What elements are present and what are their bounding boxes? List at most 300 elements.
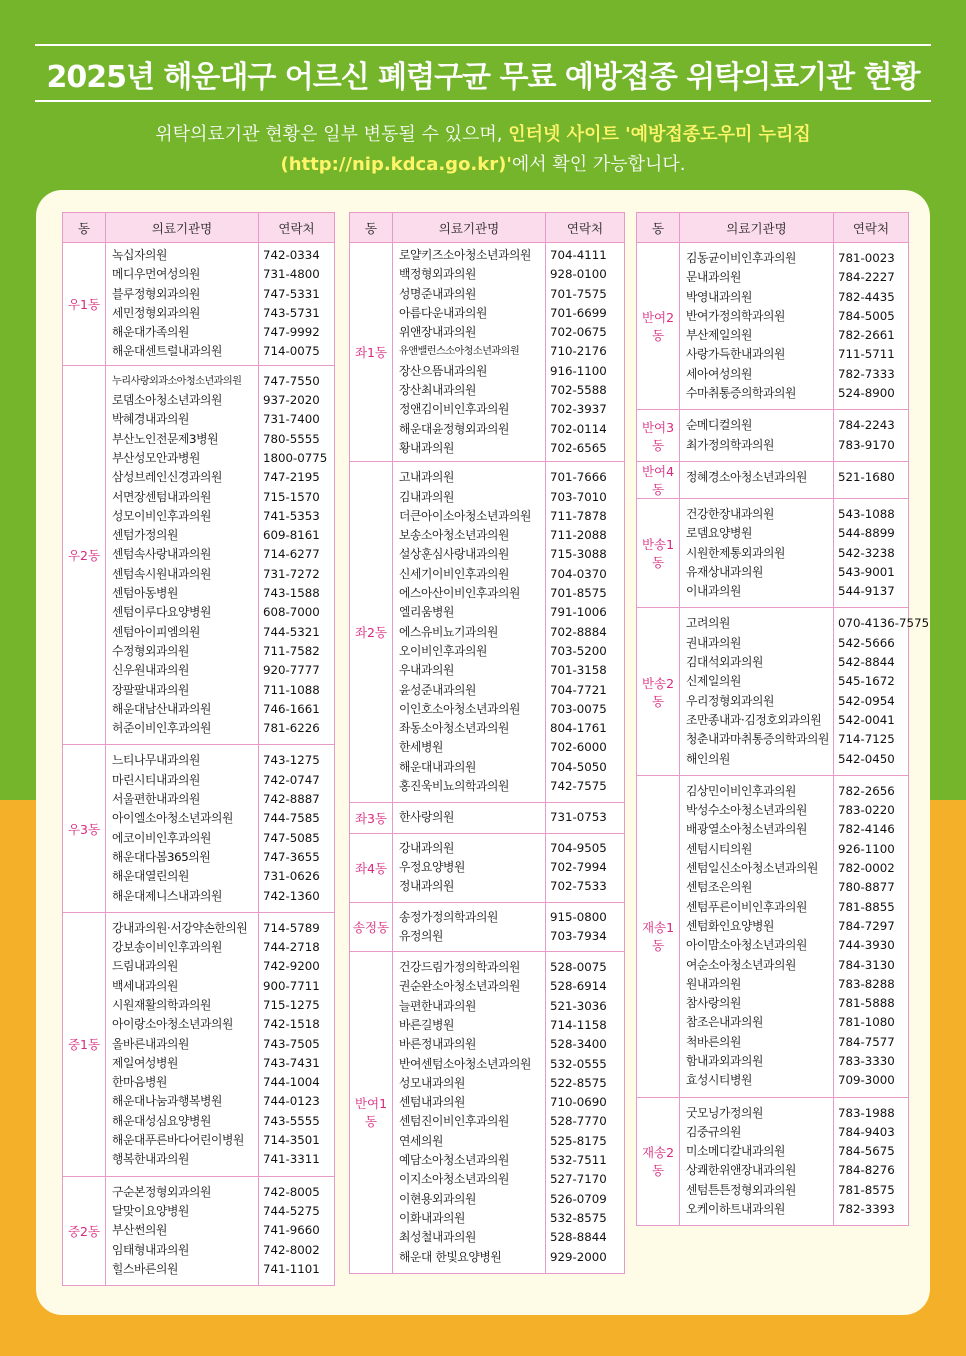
clinic-phone: 715-1275 [263,997,320,1012]
clinic-name: 센텀아동병원 [112,586,178,601]
clinic-phone: 711-7582 [263,643,320,658]
clinic-name: 센텀튼튼정형외과의원 [686,1182,796,1197]
clinic-name: 아이맘소아청소년과의원 [686,938,807,953]
clinic-phone: 741-9660 [263,1223,320,1238]
clinic-phone: 744-0123 [263,1094,320,1109]
notice-line-2 [0,150,966,176]
title-bottom-line [35,100,931,102]
dong-group-row [63,365,335,745]
clinic-name-cell [393,243,546,462]
clinic-phone: 070-4136-7575 [838,616,930,631]
clinic-phone: 710-2176 [550,344,607,359]
clinic-phone-cell [546,243,625,462]
clinic-name: 이지소아청소년과의원 [399,1172,509,1187]
dong-group-row [63,912,335,1176]
title-top-line [35,44,931,46]
clinic-name: 건강한장내과의원 [686,506,774,521]
clinic-phone: 781-8855 [838,899,895,914]
dong-group-row [637,243,909,410]
clinic-phone: 783-0220 [838,803,895,818]
clinic-phone: 804-1761 [550,721,607,736]
clinic-phone: 701-8575 [550,586,607,601]
clinic-name: 연세의원 [399,1133,443,1148]
clinic-name: 센텀진이비인후과의원 [399,1114,509,1129]
clinic-name: 한마음병원 [112,1075,167,1090]
dong-label: 좌3동 [350,803,393,833]
clinic-phone: 731-7400 [263,412,320,427]
clinic-name: 센텀속시원내과의원 [112,566,211,581]
header-name: 의료기관명 [393,213,546,243]
clinic-name: 아이엘소아청소년과의원 [112,811,233,826]
clinic-phone: 702-8884 [550,624,607,639]
clinic-name: 누리사랑외과소아청소년과의원 [112,375,242,387]
clinic-name-cell [106,243,259,366]
clinic-name: 구순본정형외과의원 [112,1184,211,1199]
clinic-phone: 744-7585 [263,811,320,826]
clinic-phone-cell [834,775,909,1097]
clinic-phone: 783-8288 [838,976,895,991]
clinic-phone: 528-6914 [550,979,607,994]
clinic-phone-cell [834,243,909,410]
clinic-name-cell [680,410,834,462]
clinic-name: 시원한제통외과의원 [686,545,785,560]
clinic-name: 해운대제니스내과의원 [112,888,222,903]
clinic-phone: 528-7770 [550,1114,607,1129]
clinic-phone-cell [546,952,625,1274]
clinic-phone: 784-2243 [838,418,895,433]
clinic-name: 해운대가족의원 [112,325,189,340]
clinic-phone: 714-0075 [263,344,320,359]
clinic-phone: 928-0100 [550,267,607,282]
clinic-phone-cell [834,410,909,462]
dong-group-row [637,775,909,1097]
clinic-phone: 742-0334 [263,248,320,262]
clinic-phone: 743-1275 [263,753,320,768]
clinic-name: 상쾌한위앤장내과의원 [686,1163,796,1178]
clinic-name: 느티나무내과의원 [112,753,200,768]
table-header-row [350,213,625,243]
clinic-name: 해운대푸른바다어린이병원 [112,1133,244,1148]
clinic-phone: 781-0023 [838,251,895,265]
clinic-phone: 780-8877 [838,880,895,895]
dong-label: 반여2동 [637,243,680,410]
clinic-name: 박영내과의원 [686,289,752,304]
clinic-phone: 743-1588 [263,586,320,601]
clinic-name: 센텀시티의원 [686,841,752,856]
clinic-name: 센텀푸른이비인후과의원 [686,899,807,914]
clinic-phone: 784-5675 [838,1144,895,1159]
clinic-name: 해인의원 [686,751,730,766]
clinic-phone: 744-5321 [263,624,320,639]
clinic-phone: 783-9170 [838,437,895,452]
clinic-phone: 532-8575 [550,1210,607,1225]
clinic-phone: 780-5555 [263,431,320,446]
clinic-phone: 744-2718 [263,940,320,955]
clinic-phone: 731-0626 [263,869,320,884]
clinic-phone: 714-3501 [263,1133,320,1148]
dong-label: 중2동 [63,1176,106,1285]
clinic-name: 에스아산이비인후과의원 [399,586,520,601]
dong-group-row [350,952,625,1274]
clinic-phone: 710-0690 [550,1095,607,1110]
clinic-name: 로뎀소아청소년과의원 [112,393,222,408]
clinic-name: 반여가정의학과의원 [686,308,785,323]
clinic-name: 위앤장내과의원 [399,325,476,340]
clinic-name: 우정요양병원 [399,859,465,874]
clinic-name: 수정형외과의원 [112,643,189,658]
clinic-phone: 524-8900 [838,386,895,401]
header-dong: 동 [637,213,680,243]
notice-text: 위탁의료기관 현황은 일부 변동될 수 있으며, [155,124,509,145]
clinic-name: 로얄키즈소아청소년과의원 [399,248,531,262]
clinic-table-2 [349,212,625,1274]
clinic-name: 바른길병원 [399,1017,454,1032]
clinic-phone: 784-8276 [838,1163,895,1178]
clinic-name: 함내과외과의원 [686,1053,763,1068]
clinic-name: 건강드림가정의학과의원 [399,960,520,975]
dong-label: 반여1동 [350,952,393,1274]
clinic-name: 반여센텀소아청소년과의원 [399,1056,531,1071]
clinic-phone: 702-7533 [550,879,607,894]
clinic-phone: 747-3655 [263,849,320,864]
clinic-name: 제일여성병원 [112,1055,178,1070]
clinic-name: 참사랑의원 [686,996,741,1011]
clinic-phone: 525-8175 [550,1133,607,1148]
clinic-phone: 714-5789 [263,920,320,935]
clinic-name: 박혜경내과의원 [112,412,189,427]
clinic-name: 정내과의원 [399,879,454,894]
clinic-name: 우리정형외과의원 [686,693,774,708]
clinic-name: 마린시티내과의원 [112,772,200,787]
clinic-name: 해운대내과의원 [399,759,476,774]
clinic-name: 최가정의학과의원 [686,437,774,452]
clinic-phone: 742-0747 [263,772,320,787]
clinic-name: 신세기이비인후과의원 [399,566,509,581]
clinic-phone: 543-9001 [838,564,895,579]
clinic-phone: 781-6226 [263,721,320,736]
dong-label: 우1동 [63,243,106,366]
clinic-phone: 704-9505 [550,840,607,855]
clinic-phone: 701-3158 [550,663,607,678]
clinic-phone: 521-3036 [550,998,607,1013]
clinic-phone: 916-1100 [550,363,607,378]
clinic-phone-cell [834,498,909,607]
clinic-name: 아이랑소아청소년과의원 [112,1017,233,1032]
clinic-phone: 608-7000 [263,605,320,620]
clinic-name: 해운대남산내과의원 [112,701,211,716]
clinic-phone: 747-9992 [263,325,320,340]
clinic-phone: 731-4800 [263,267,320,282]
clinic-phone: 746-1661 [263,701,320,716]
dong-label: 반여4동 [637,461,680,498]
clinic-phone: 742-8005 [263,1184,320,1199]
dong-group-row [637,1097,909,1226]
clinic-name: 참조은내과의원 [686,1015,763,1030]
clinic-phone: 711-7878 [550,508,607,523]
clinic-phone: 704-4111 [550,248,607,262]
dong-group-row [63,745,335,912]
dong-label: 좌4동 [350,833,393,902]
clinic-name-cell [680,608,834,775]
clinic-name: 해운대윤정형외과의원 [399,421,509,436]
clinic-phone: 920-7777 [263,663,320,678]
clinic-phone: 701-7666 [550,470,607,485]
header-name: 의료기관명 [106,213,259,243]
header-dong: 동 [350,213,393,243]
clinic-phone: 545-1672 [838,674,895,689]
clinic-phone: 784-7577 [838,1034,895,1049]
clinic-phone: 528-0075 [550,960,607,975]
dong-label: 재송1동 [637,775,680,1097]
clinic-name: 김동균이비인후과의원 [686,251,796,265]
clinic-phone: 704-0370 [550,566,607,581]
clinic-name-cell [680,243,834,410]
clinic-name: 센텀내과의원 [399,1095,465,1110]
clinic-name: 장산최내과의원 [399,383,476,398]
clinic-name: 센텀속사랑내과의원 [112,547,211,562]
header-phone: 연락처 [259,213,335,243]
clinic-name: 김대석외과의원 [686,655,763,670]
clinic-name-cell [680,775,834,1097]
clinic-name: 권내과의원 [686,635,741,650]
clinic-phone: 709-3000 [838,1073,895,1088]
header-name: 의료기관명 [680,213,834,243]
clinic-phone: 782-4435 [838,289,895,304]
clinic-phone: 711-5711 [838,347,895,362]
clinic-phone: 543-1088 [838,506,895,521]
clinic-phone: 714-1158 [550,1017,607,1032]
clinic-name: 아름다운내과의원 [399,305,487,320]
clinic-phone: 715-1570 [263,489,320,504]
clinic-phone: 702-0675 [550,325,607,340]
clinic-name: 부산노인전문제3병원 [112,431,219,446]
notice-highlight-url: (http://nip.kdca.go.kr)' [280,154,512,175]
clinic-phone: 731-7272 [263,566,320,581]
clinic-phone: 701-6699 [550,305,607,320]
dong-group-row [350,833,625,902]
clinic-name: 이내과의원 [686,584,741,599]
dong-label: 중1동 [63,912,106,1176]
clinic-name: 이인호소아청소년과의원 [399,701,520,716]
clinic-phone: 742-7575 [550,779,607,794]
dong-group-row [350,462,625,803]
clinic-name: 강내과의원·서강약손한의원 [112,920,248,935]
clinic-name-cell [106,1176,259,1285]
clinic-phone: 743-7505 [263,1036,320,1051]
clinic-phone: 744-1004 [263,1075,320,1090]
clinic-phone: 714-7125 [838,732,895,747]
clinic-phone: 704-7721 [550,682,607,697]
clinic-name: 해운대성심요양병원 [112,1113,211,1128]
clinic-name: 서울편한내과의원 [112,792,200,807]
clinic-name-cell [393,803,546,833]
clinic-name: 늘편한내과의원 [399,998,476,1013]
clinic-phone: 743-7431 [263,1055,320,1070]
clinic-phone-cell [834,461,909,498]
clinic-phone: 542-0954 [838,693,895,708]
clinic-name: 이화내과의원 [399,1210,465,1225]
clinic-phone: 703-7934 [550,928,607,943]
clinic-phone-cell [546,803,625,833]
clinic-name: 힐스바른의원 [112,1261,178,1276]
clinic-name: 센텀가정의원 [112,528,178,543]
dong-label: 반여3동 [637,410,680,462]
clinic-phone-cell [834,608,930,775]
clinic-phone: 782-3393 [838,1202,895,1217]
clinic-phone: 609-8161 [263,528,320,543]
clinic-phone: 542-8844 [838,655,895,670]
clinic-name-cell [393,902,546,952]
clinic-phone: 783-3330 [838,1053,895,1068]
clinic-name: 에스유비뇨기과의원 [399,624,498,639]
dong-group-row [350,902,625,952]
clinic-name: 효성시티병원 [686,1073,752,1088]
clinic-name: 박성수소아청소년과의원 [686,803,807,818]
clinic-name-cell [393,952,546,1274]
page-title: 2025년 해운대구 어르신 폐렴구균 무료 예방접종 위탁의료기관 현황 [46,60,920,95]
clinic-phone: 528-8844 [550,1230,607,1245]
clinic-name: 해운대다봄365의원 [112,849,211,864]
clinic-name: 보송소아청소년과의원 [399,528,509,543]
clinic-phone: 702-7994 [550,859,607,874]
clinic-name: 부산썬의원 [112,1223,167,1238]
clinic-name: 센텀이루다요양병원 [112,605,211,620]
clinic-phone: 741-5353 [263,508,320,523]
clinic-name: 녹십자의원 [112,248,167,262]
clinic-name: 문내과의원 [686,270,741,285]
clinic-phone: 782-2661 [838,328,895,343]
clinic-phone: 784-7297 [838,918,895,933]
clinic-name: 바른정내과의원 [399,1037,476,1052]
dong-label: 반송2동 [637,608,680,775]
clinic-name-cell [680,461,834,498]
clinic-name: 굿모닝가정의원 [686,1105,763,1120]
dong-label: 우3동 [63,745,106,912]
clinic-phone: 526-0709 [550,1191,607,1206]
clinic-name: 메디우먼여성의원 [112,267,200,282]
clinic-name: 임태형내과의원 [112,1242,189,1257]
clinic-phone: 784-2227 [838,270,895,285]
clinic-name: 장팔팔내과의원 [112,682,189,697]
clinic-name: 성명준내과의원 [399,286,476,301]
clinic-phone: 542-3238 [838,545,895,560]
clinic-name: 조만종내과·김정호외과의원 [686,712,822,727]
clinic-phone: 742-1518 [263,1017,320,1032]
dong-label: 송정동 [350,902,393,952]
clinic-name: 한사랑의원 [399,810,454,825]
clinic-phone: 781-8575 [838,1182,895,1197]
clinic-name: 엘리움병원 [399,605,454,620]
clinic-name: 허준이비인후과의원 [112,721,211,736]
clinic-name: 드림내과의원 [112,959,178,974]
header-phone: 연락처 [546,213,625,243]
clinic-phone: 747-5331 [263,286,320,301]
clinic-phone: 521-1680 [838,469,895,484]
clinic-name: 미소메디칼내과의원 [686,1144,785,1159]
notice-line-1 [0,120,966,146]
clinic-name-cell [680,498,834,607]
clinic-phone-cell [259,745,335,912]
clinic-name: 센텀아이피엠의원 [112,624,200,639]
clinic-phone: 929-2000 [550,1249,607,1264]
clinic-phone: 743-5555 [263,1113,320,1128]
clinic-phone: 702-5588 [550,383,607,398]
clinic-name: 청춘내과마취통증의학과의원 [686,732,829,747]
clinic-phone: 783-1988 [838,1105,895,1120]
clinic-name-cell [680,1097,834,1226]
dong-label: 우2동 [63,365,106,745]
clinic-phone: 937-2020 [263,393,320,408]
clinic-phone: 784-3130 [838,957,895,972]
clinic-phone: 784-9403 [838,1124,895,1139]
header-phone: 연락처 [834,213,909,243]
clinic-name: 해운대열린의원 [112,869,189,884]
clinic-name: 척바른의원 [686,1034,741,1049]
dong-label: 반송1동 [637,498,680,607]
clinic-phone: 747-5085 [263,830,320,845]
clinic-phone: 702-3937 [550,402,607,417]
clinic-phone: 715-3088 [550,547,607,562]
clinic-name: 김내과의원 [399,489,454,504]
clinic-name: 김중규의원 [686,1124,741,1139]
clinic-phone: 742-8002 [263,1242,320,1257]
clinic-name: 정앤김이비인후과의원 [399,402,509,417]
clinic-phone: 747-2195 [263,470,320,485]
clinic-phone: 747-7550 [263,373,320,388]
clinic-name: 시원재활의학과의원 [112,997,211,1012]
dong-group-row [637,410,909,462]
clinic-name-cell [106,912,259,1176]
clinic-phone-cell [259,1176,335,1285]
clinic-phone: 782-4146 [838,822,895,837]
clinic-phone: 527-7170 [550,1172,607,1187]
clinic-name: 서면장센텀내과의원 [112,489,211,504]
clinic-name: 우내과의원 [399,663,454,678]
clinic-name: 성모내과의원 [399,1075,465,1090]
clinic-name: 유재상내과의원 [686,564,763,579]
clinic-phone: 542-0450 [838,751,895,766]
clinic-phone: 528-3400 [550,1037,607,1052]
clinic-phone: 711-2088 [550,528,607,543]
clinic-phone: 743-5731 [263,305,320,320]
clinic-name: 강보송이비인후과의원 [112,940,222,955]
clinic-name: 백세내과의원 [112,978,178,993]
clinic-name: 신제일의원 [686,674,741,689]
clinic-name: 신우원내과의원 [112,663,189,678]
notice-highlight-site: 인터넷 사이트 '예방접종도우미 누리집 [508,124,811,145]
clinic-phone: 703-5200 [550,643,607,658]
clinic-phone: 702-6565 [550,440,607,455]
clinic-phone: 704-5050 [550,759,607,774]
clinic-name: 센텀화인요양병원 [686,918,774,933]
clinic-name: 권순완소아청소년과의원 [399,979,520,994]
clinic-name: 고려의원 [686,616,730,631]
clinic-name: 순메디컬의원 [686,418,752,433]
clinic-phone: 544-8899 [838,526,895,541]
clinic-name: 더큰아이소아청소년과의원 [399,508,531,523]
dong-label: 좌1동 [350,243,393,462]
clinic-name: 배광열소아청소년과의원 [686,822,807,837]
clinic-phone: 731-0753 [550,810,607,825]
clinic-name: 오이비인후과의원 [399,643,487,658]
clinic-phone: 711-1088 [263,682,320,697]
clinic-name: 삼성브레인신경과의원 [112,470,222,485]
clinic-phone: 744-3930 [838,938,895,953]
clinic-phone: 703-7010 [550,489,607,504]
clinic-name: 세아여성의원 [686,366,752,381]
clinic-name: 여순소아청소년과의원 [686,957,796,972]
clinic-phone: 781-5888 [838,996,895,1011]
